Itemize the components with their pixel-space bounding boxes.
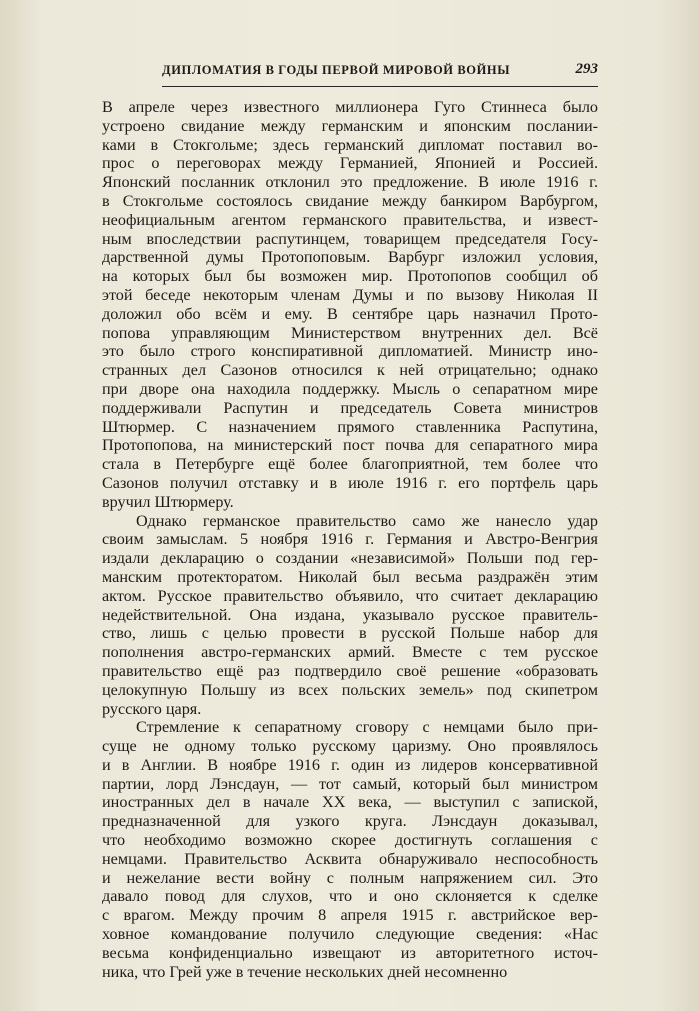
text-line: Стремление к сепаратному сговору с немцами было при-	[136, 718, 598, 737]
text-line: поддерживали Распутин и председатель Совета министров	[102, 398, 598, 417]
running-title: ДИПЛОМАТИЯ В ГОДЫ ПЕРВОЙ МИРОВОЙ ВОЙНЫ	[162, 63, 511, 77]
text-line: в Стокгольме состоялось свидание между банкиром Варбургом,	[102, 191, 598, 210]
paragraph	[102, 512, 598, 719]
text-line: дарственной думы Протопоповым. Варбург изложил условия,	[102, 248, 598, 267]
text-line: Японский посланник отклонил это предложение. В июле 1916 г.	[102, 173, 598, 192]
text-line: ками в Стокгольме; здесь германский дипломат поставил во-	[102, 135, 598, 154]
text-line: этой беседе некоторым членам Думы и по вызову Николая II	[102, 285, 598, 304]
text-line: стала в Петербурге ещё более благоприятной, тем более что	[102, 455, 598, 474]
text-line: странных дел Сазонов относился к ней отрицательно; однако	[102, 361, 598, 380]
text-line: правительство ещё раз подтвердило своё решение «образовать	[102, 661, 598, 680]
text-line: Сазонов получил отставку и в июле 1916 г. его портфель царь	[102, 473, 598, 492]
text-line: и нежелание вести войну с полным напряжением сил. Это	[102, 868, 598, 887]
text-line: недействительной. Она издана, указывало русское правитель-	[102, 605, 598, 624]
text-line: В апреле через известного миллионера Гуго Стиннеса было	[102, 98, 598, 116]
text-line: издали декларацию о создании «независимой» Польши под гер-	[102, 549, 598, 568]
text-line: неофициальным агентом германского правительства, и извест-	[102, 210, 598, 229]
text-line: своим замыслам. 5 ноября 1916 г. Германия и Австро-Венгрия	[102, 530, 598, 549]
text-line: Штюрмер. С назначением прямого ставленника Распутина,	[102, 417, 598, 436]
text-line: Однако германское правительство само же нанесло удар	[136, 511, 598, 530]
text-line: прос о переговорах между Германией, Японией и Россией.	[102, 154, 598, 173]
text-line: вручил Штюрмеру.	[102, 492, 234, 511]
text-line: манским протекторатом. Николай был весьма раздражён этим	[102, 567, 598, 586]
text-line: немцами. Правительство Асквита обнаруживало неспособность	[102, 849, 598, 868]
text-line: весьма конфиденциально извещают из авторитетного источ-	[102, 943, 598, 962]
text-line: суще не одному только русскому царизму. Оно проявлялось	[102, 737, 598, 756]
text-line: целокупную Польшу из всех польских земель» под скипетром	[102, 680, 598, 699]
paragraph	[102, 98, 598, 512]
text-line: это было строго конспиративной дипломатией. Министр ино-	[102, 342, 598, 361]
text-line: актом. Русское правительство объявило, что считает декларацию	[102, 586, 598, 605]
text-line: ным впоследствии распутинцем, товарищем председателя Госу-	[102, 229, 598, 248]
paragraph	[102, 718, 598, 981]
header-rule	[162, 86, 598, 87]
text-line: и в Англии. В ноябре 1916 г. один из лидеров консервативной	[102, 755, 598, 774]
text-line: партии, лорд Лэнсдаун, — тот самый, который был министром	[102, 774, 598, 793]
text-line: ника, что Грей уже в течение нескольких дней несомненно	[102, 962, 508, 981]
page-header	[162, 61, 598, 83]
text-line: доложил обо всём и ему. В сентябре царь назначил Прото-	[102, 304, 598, 323]
body-text	[102, 98, 598, 981]
text-line: русского царя.	[102, 699, 202, 718]
text-line: предназначенной для узкого круга. Лэнсдаун доказывал,	[102, 812, 598, 831]
text-line: пополнения австро-германских армий. Вместе с тем русское	[102, 643, 598, 662]
page-number: 293	[575, 61, 598, 77]
text-line: с врагом. Между прочим 8 апреля 1915 г. австрийское вер-	[102, 906, 598, 925]
text-line: давало повод для слухов, что и оно склоняется к сделке	[102, 887, 598, 906]
text-line: при дворе она находила поддержку. Мысль о сепаратном мире	[102, 379, 598, 398]
text-line: на которых был бы возможен мир. Протопопов сообщил об	[102, 267, 598, 286]
text-line: иностранных дел в начале XX века, — выступил с запиской,	[102, 793, 598, 812]
text-line: что необходимо возможно скорее достигнуть соглашения с	[102, 831, 598, 850]
text-line: ство, лишь с целью провести в русской Польше набор для	[102, 624, 598, 643]
text-line: попова управляющим Министерством внутренних дел. Всё	[102, 323, 598, 342]
text-line: устроено свидание между германским и японским послании-	[102, 116, 598, 135]
text-line: ховное командование получило следующие сведения: «Нас	[102, 925, 598, 944]
text-line: Протопопова, на министерский пост почва для сепаратного мира	[102, 436, 598, 455]
